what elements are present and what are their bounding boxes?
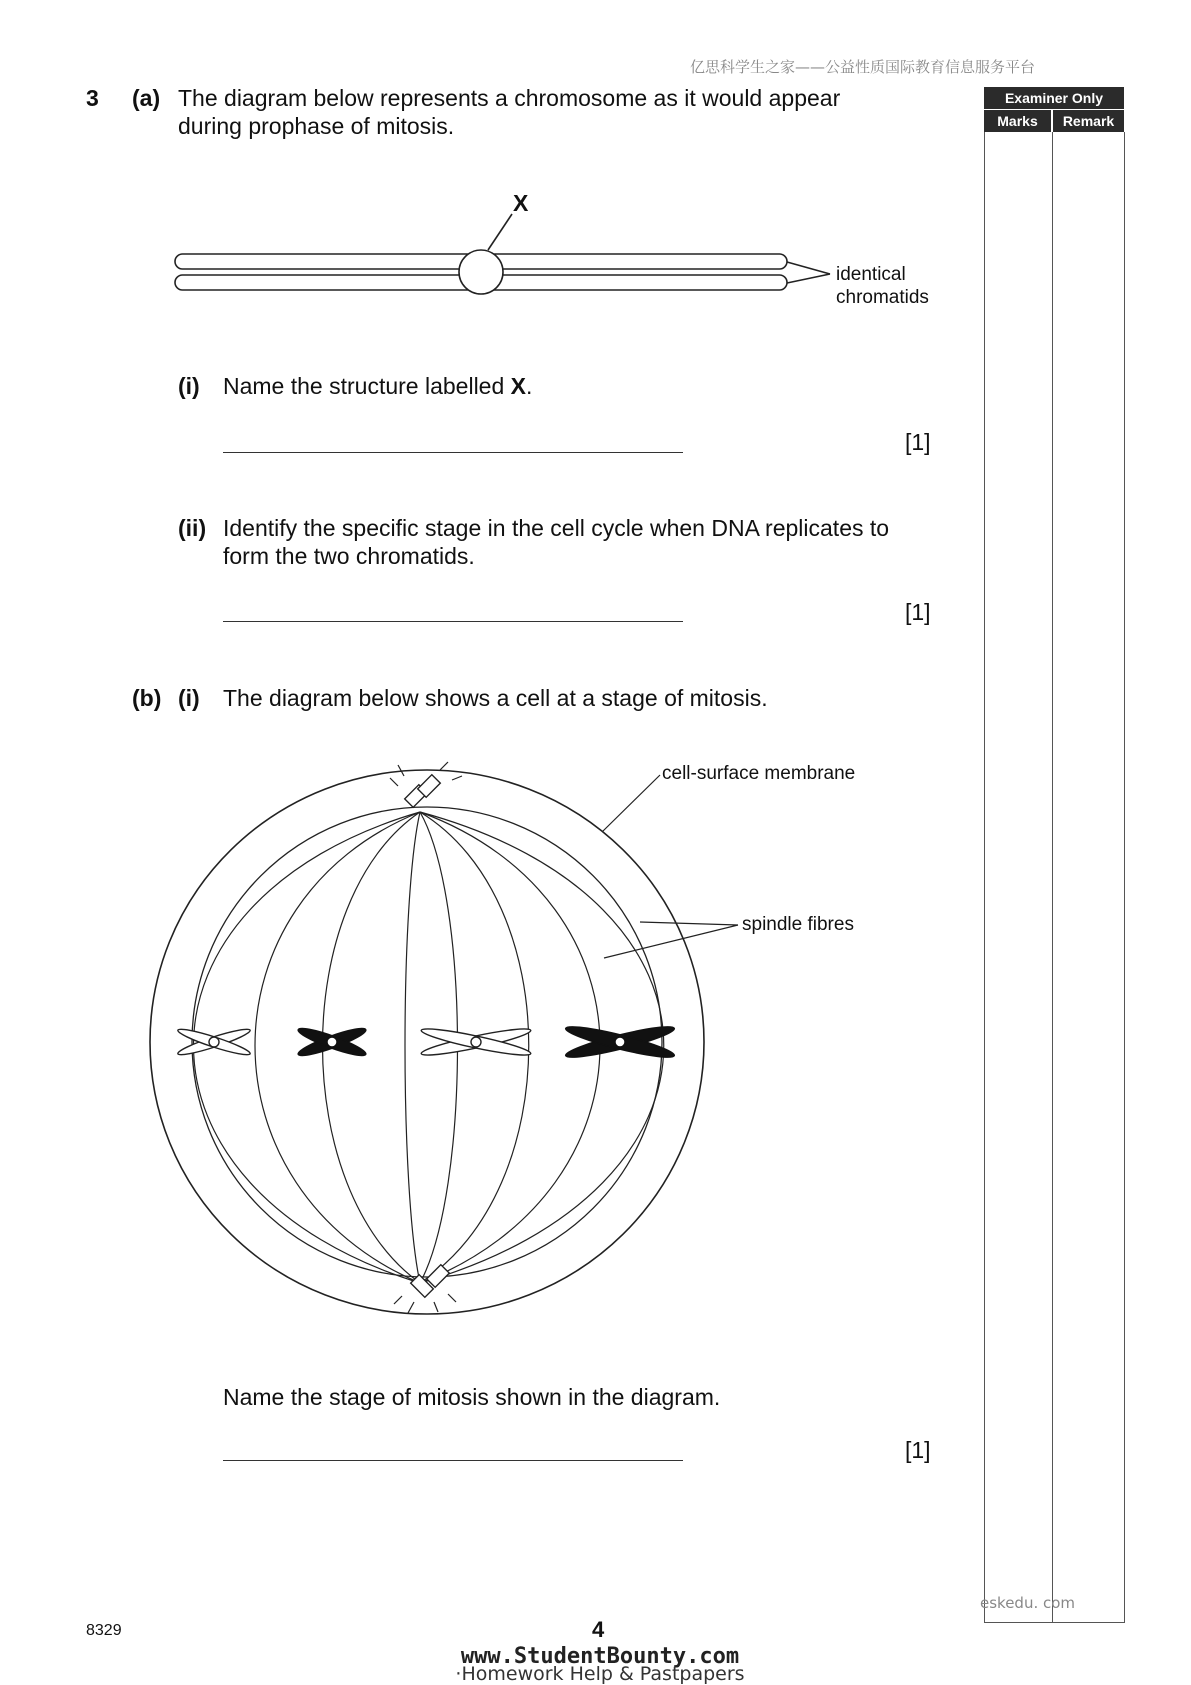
part-a-i-question [223, 372, 532, 400]
part-a-i-bold-x: X [510, 373, 526, 399]
chromatid-pointer-lower [787, 274, 830, 283]
membrane-label: cell-surface membrane [662, 763, 856, 784]
centromere [459, 250, 503, 294]
part-a-ii-line2: form the two chromatids. [223, 543, 475, 569]
part-b-i-label: (i) [178, 685, 200, 711]
answer-line-a-ii[interactable] [223, 621, 683, 622]
chromosome-1 [176, 1026, 251, 1059]
chromosome-diagram [0, 0, 1191, 340]
chromosome-4 [564, 1022, 676, 1063]
x-pointer-line [488, 214, 512, 250]
inner-membrane [192, 807, 662, 1277]
examiner-watermark: eskedu. com [980, 1594, 1076, 1612]
spindle-label: spindle fibres [742, 914, 854, 935]
footer-tagline: ·Homework Help & Pastpapers [455, 1663, 745, 1685]
part-b-name-text: Name the stage of mitosis shown in the diagram. [223, 1384, 721, 1410]
spindle-pointer-1 [640, 922, 738, 925]
part-a-label: (a) [132, 85, 161, 111]
part-a-intro-line2: during prophase of mitosis. [178, 113, 455, 139]
marks-a-ii: [1] [905, 599, 931, 625]
part-b-label: (b) [132, 685, 162, 711]
spindle-pointer-2 [604, 925, 738, 958]
question-number: 3 [86, 85, 99, 111]
part-a-intro-line1: The diagram below represents a chromosome as it would appear [178, 85, 841, 111]
answer-line-b[interactable] [223, 1460, 683, 1461]
answer-line-a-i[interactable] [223, 452, 683, 453]
centriole-bottom-2 [427, 1265, 450, 1288]
chromatid-label-line2: chromatids [836, 287, 929, 308]
part-b-i-text: The diagram below shows a cell at a stage of mitosis. [223, 685, 768, 711]
examiner-remark-header: Remark [1053, 110, 1124, 132]
examiner-box [984, 132, 1125, 1623]
membrane-pointer [602, 775, 660, 832]
marks-b: [1] [905, 1437, 931, 1463]
chromosome-3 [420, 1024, 532, 1059]
part-a-i-end: . [526, 373, 533, 399]
chromosome-2 [296, 1024, 368, 1060]
examiner-title: Examiner Only [984, 87, 1124, 109]
header-site-text: 亿思科学生之家——公益性质国际教育信息服务平台 [690, 58, 1036, 76]
examiner-marks-header: Marks [984, 110, 1051, 132]
page-number: 4 [592, 1617, 605, 1642]
marks-a-i: [1] [905, 429, 931, 455]
footer-url[interactable]: www.StudentBounty.com [460, 1644, 740, 1669]
part-a-ii-line1: Identify the specific stage in the cell cycle when DNA replicates to [223, 515, 890, 541]
cell-diagram [0, 740, 1000, 1330]
examiner-divider [1052, 132, 1053, 1622]
part-a-ii-label: (ii) [178, 515, 207, 541]
x-label: X [513, 190, 529, 216]
part-a-i-text: Name the structure labelled [223, 373, 511, 399]
chromatid-pointer-upper [787, 262, 830, 274]
part-a-i-label: (i) [178, 373, 200, 399]
footer-code: 8329 [86, 1622, 122, 1639]
chromatid-label-line1: identical [836, 264, 906, 285]
